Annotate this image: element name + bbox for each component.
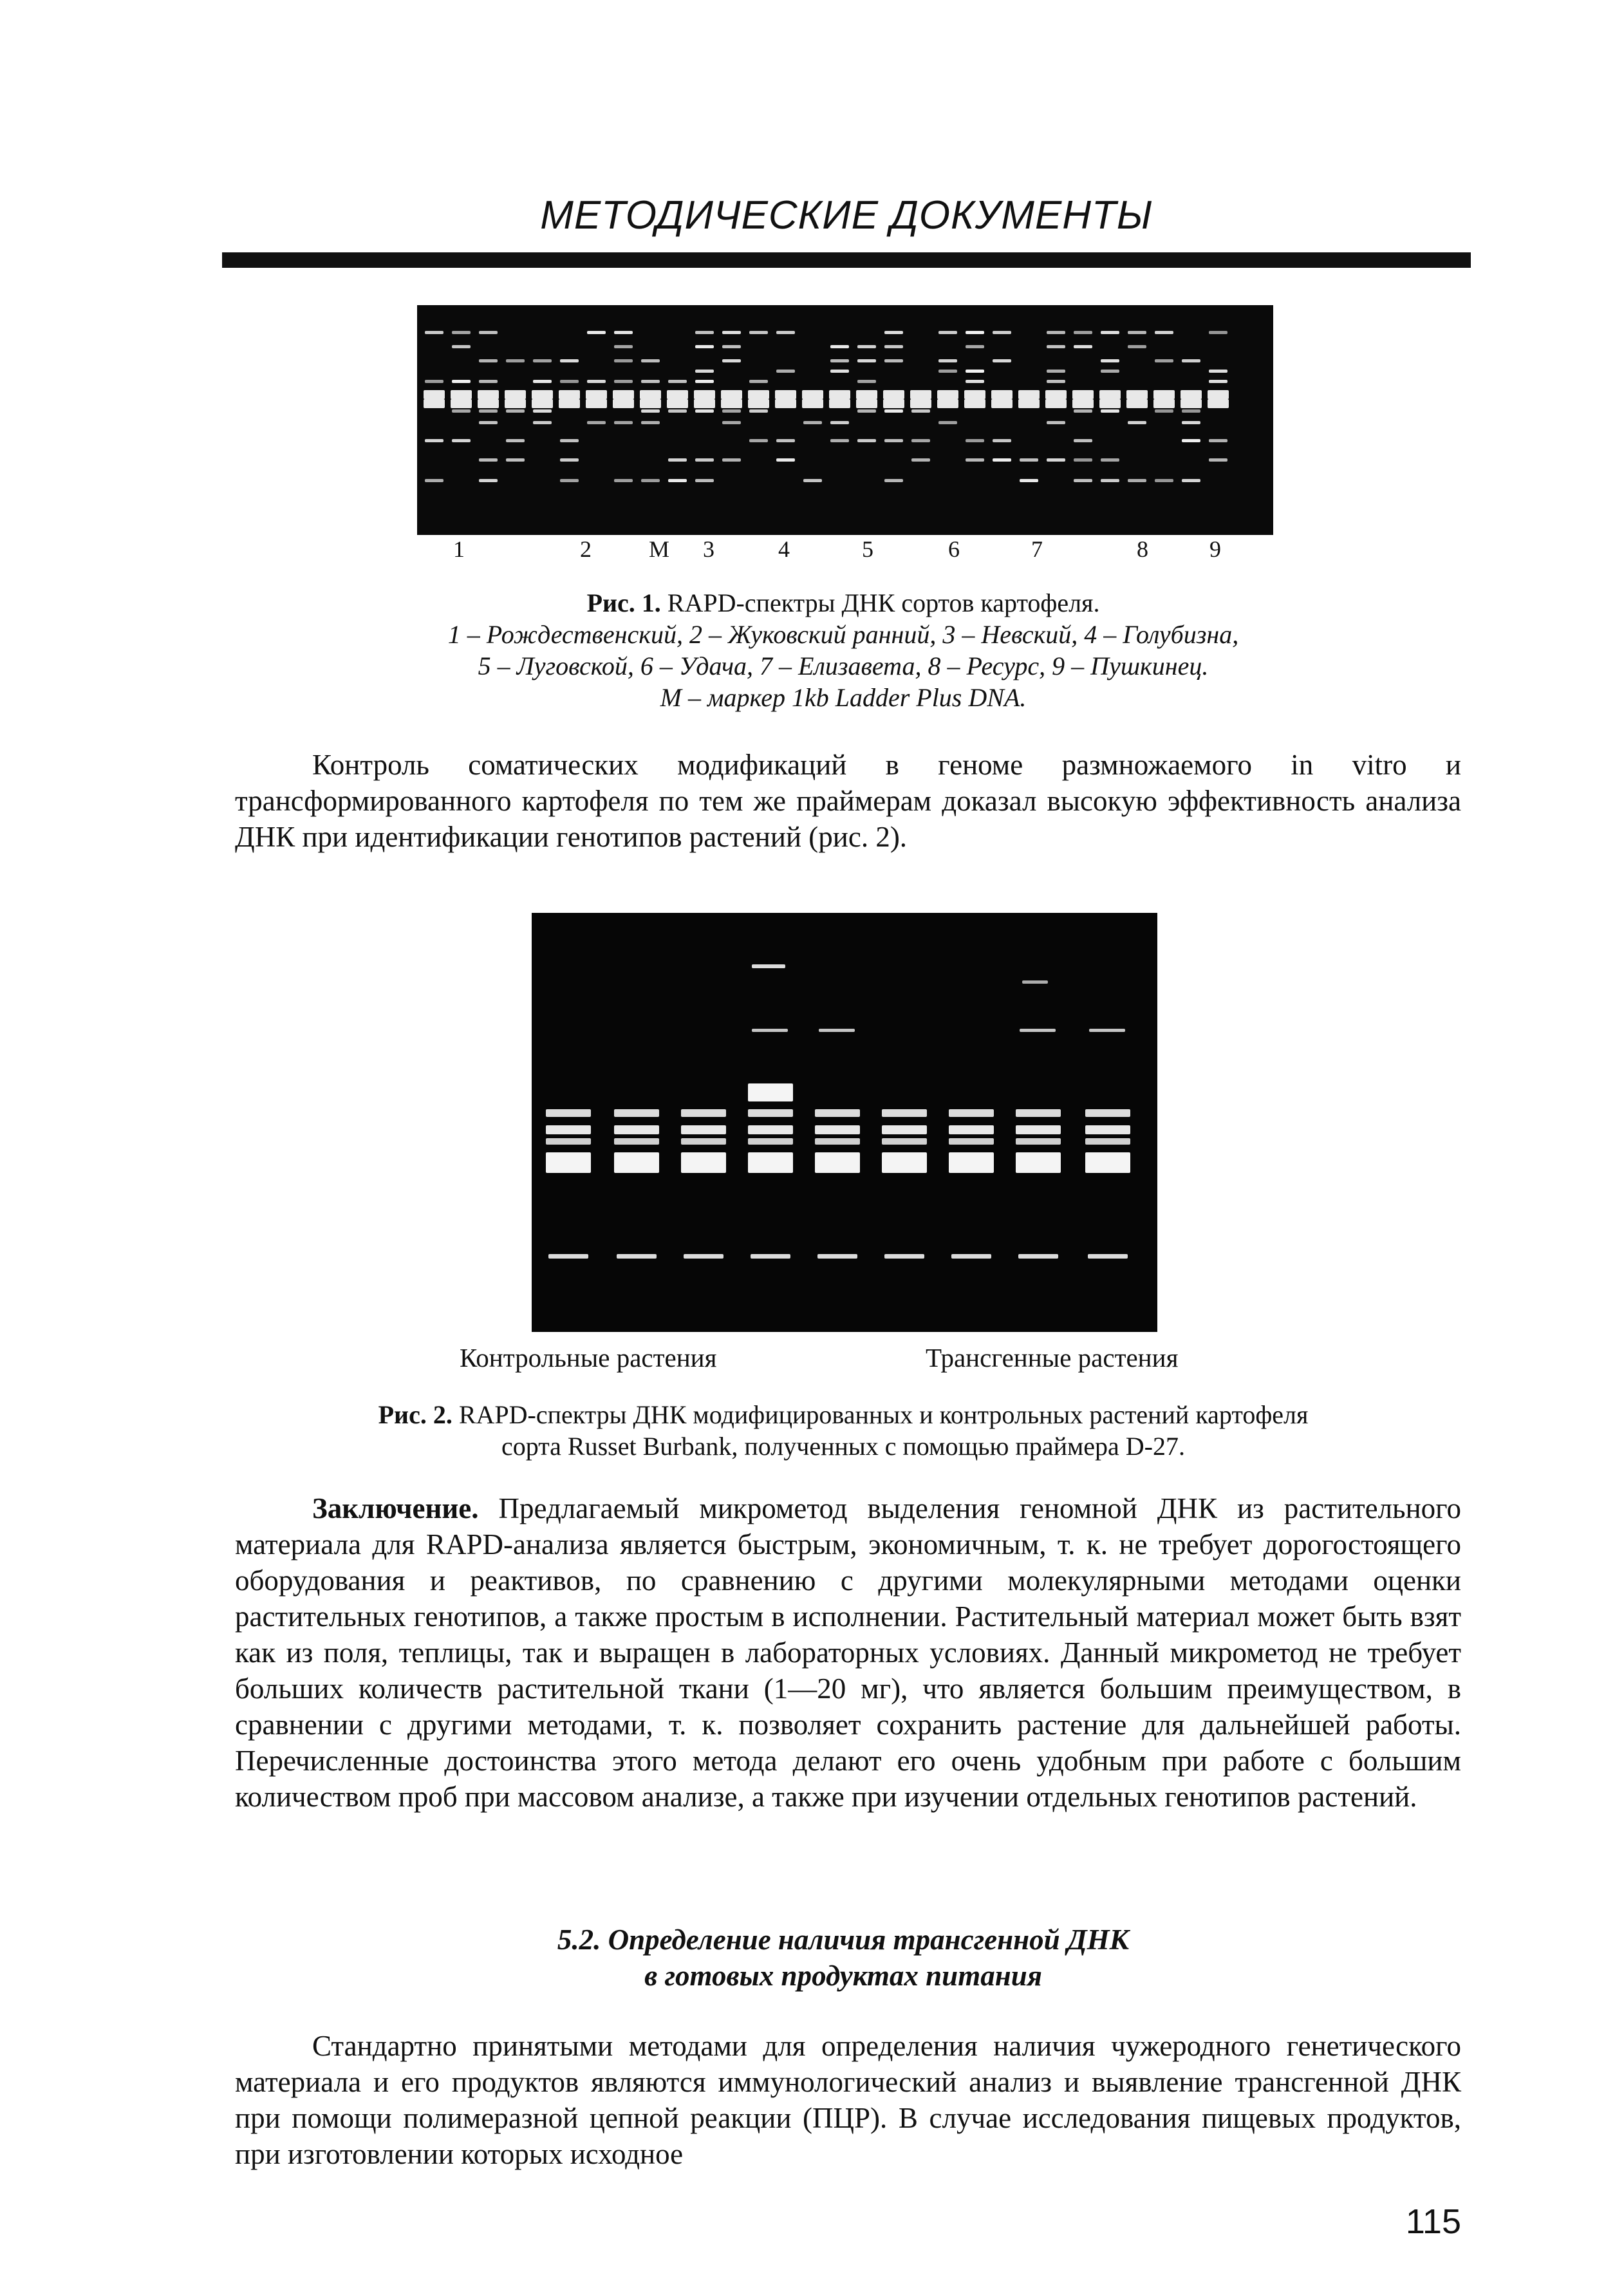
gel-band bbox=[749, 409, 768, 413]
gel-band bbox=[1016, 1109, 1061, 1117]
gel-band bbox=[614, 331, 633, 334]
section-title-line2: в готовых продуктах питания bbox=[644, 1960, 1042, 1992]
figure2-label-transgenic: Трансгенные растения bbox=[926, 1343, 1179, 1373]
gel-band bbox=[1072, 399, 1094, 408]
lane-label: 4 bbox=[778, 536, 790, 562]
conclusion-text: Предлагаемый микрометод выделения геномной ДНК из растительного материала для RAPD-анализа является быстрым, экономичным, т. к. не требует дорогостоящего оборудования и реактивов, по сравнению с другими молекулярными методами оценки растительных генотипов, а также простым в исполнении. Растительный материал может быть взят как из поля, теплицы, так и выращен в лабораторных условиях. Данный микрометод не требует больших количеств растительной ткани (1—20 мг), что является большим преимуществом, в сравнении с другими методами, т. к. позволяет сохранить растение для дальнейшей работы. Перечисленные достоинства этого метода делают его очень удобным при работе с большим количеством проб при массовом анализе, а также при изучении отдельных генотипов растений. bbox=[235, 1492, 1461, 1813]
gel-band bbox=[911, 439, 930, 442]
gel-band bbox=[1101, 370, 1119, 373]
gel-band bbox=[641, 479, 660, 482]
gel-band bbox=[641, 421, 660, 424]
gel-band bbox=[694, 390, 715, 399]
gel-band bbox=[548, 1254, 588, 1259]
gel-band bbox=[1020, 1029, 1056, 1032]
gel-band bbox=[1020, 458, 1038, 462]
gel-band bbox=[815, 1109, 860, 1117]
gel-band bbox=[506, 458, 525, 462]
gel-band bbox=[546, 1138, 591, 1145]
gel-band bbox=[478, 399, 499, 408]
gel-band bbox=[911, 458, 930, 462]
gel-band bbox=[695, 331, 714, 334]
gel-band bbox=[452, 409, 471, 413]
gel-band bbox=[1182, 409, 1200, 413]
gel-band bbox=[966, 458, 984, 462]
gel-band bbox=[452, 345, 471, 348]
gel-band bbox=[748, 399, 769, 408]
gel-band bbox=[614, 345, 633, 348]
gel-band bbox=[803, 479, 822, 482]
gel-band bbox=[1182, 439, 1200, 442]
gel-band bbox=[1085, 1109, 1130, 1117]
gel-band bbox=[1088, 1254, 1128, 1259]
gel-band bbox=[533, 380, 552, 383]
gel-band bbox=[884, 479, 903, 482]
gel-band bbox=[668, 479, 687, 482]
gel-band bbox=[951, 1254, 991, 1259]
gel-band bbox=[776, 370, 795, 373]
gel-band bbox=[505, 390, 526, 399]
gel-band bbox=[1101, 409, 1119, 413]
gel-band bbox=[479, 409, 498, 413]
gel-band bbox=[1101, 479, 1119, 482]
gel-band bbox=[749, 380, 768, 383]
section-title bbox=[386, 1922, 1300, 1994]
gel-band bbox=[830, 370, 849, 373]
gel-band bbox=[1074, 409, 1092, 413]
gel-band bbox=[1016, 1138, 1061, 1145]
gel-band bbox=[641, 359, 660, 362]
gel-band bbox=[586, 399, 607, 408]
gel-band bbox=[451, 399, 472, 408]
gel-band bbox=[587, 331, 606, 334]
gel-band bbox=[695, 370, 714, 373]
figure1-caption-label: Рис. 1. bbox=[586, 588, 661, 617]
gel-band bbox=[425, 331, 443, 334]
gel-band bbox=[966, 331, 984, 334]
gel-band bbox=[857, 359, 876, 362]
gel-band bbox=[1208, 390, 1229, 399]
gel-band bbox=[614, 1109, 659, 1117]
gel-band bbox=[614, 1138, 659, 1145]
gel-band bbox=[640, 399, 661, 408]
gel-band bbox=[614, 359, 633, 362]
gel-band bbox=[532, 390, 553, 399]
gel-band bbox=[882, 1125, 927, 1134]
gel-band bbox=[1126, 390, 1148, 399]
gel-band bbox=[776, 458, 795, 462]
gel-band bbox=[938, 331, 957, 334]
gel-band bbox=[911, 409, 930, 413]
gel-band bbox=[884, 331, 903, 334]
gel-band bbox=[993, 458, 1011, 462]
figure1-gel-image bbox=[417, 305, 1273, 535]
gel-band bbox=[614, 1125, 659, 1134]
gel-band bbox=[478, 390, 499, 399]
gel-band bbox=[748, 1083, 793, 1101]
gel-band bbox=[991, 390, 1013, 399]
gel-band bbox=[694, 399, 715, 408]
gel-band bbox=[479, 421, 498, 424]
gel-band bbox=[1022, 980, 1048, 984]
gel-band bbox=[884, 359, 903, 362]
gel-band bbox=[856, 390, 877, 399]
gel-band bbox=[1016, 1125, 1061, 1134]
gel-band bbox=[1018, 1254, 1058, 1259]
lane-label: M bbox=[648, 536, 670, 562]
gel-band bbox=[451, 390, 472, 399]
gel-band bbox=[722, 345, 741, 348]
gel-band bbox=[560, 439, 579, 442]
gel-band bbox=[1209, 331, 1227, 334]
gel-band bbox=[533, 409, 552, 413]
gel-band bbox=[938, 421, 957, 424]
gel-band bbox=[614, 479, 633, 482]
figure1-legend-line: М – маркер 1kb Ladder Plus DNA. bbox=[660, 683, 1027, 712]
gel-band bbox=[1155, 479, 1173, 482]
gel-band bbox=[1074, 458, 1092, 462]
gel-band bbox=[775, 399, 796, 408]
gel-band bbox=[748, 1125, 793, 1134]
gel-band bbox=[1045, 399, 1067, 408]
gel-band bbox=[506, 439, 525, 442]
gel-band bbox=[614, 1152, 659, 1173]
gel-band bbox=[695, 458, 714, 462]
gel-band bbox=[613, 390, 634, 399]
gel-band bbox=[884, 345, 903, 348]
gel-band bbox=[882, 1109, 927, 1117]
gel-band bbox=[424, 399, 445, 408]
gel-band bbox=[802, 390, 823, 399]
gel-band bbox=[722, 409, 741, 413]
gel-band bbox=[884, 439, 903, 442]
gel-band bbox=[966, 439, 984, 442]
gel-band bbox=[1153, 390, 1175, 399]
gel-band bbox=[722, 458, 741, 462]
gel-band bbox=[546, 1125, 591, 1134]
gel-band bbox=[506, 359, 525, 362]
figure2-caption-line2: сорта Russet Burbank, полученных с помощью праймера D-27. bbox=[501, 1432, 1185, 1461]
lane-label: 1 bbox=[453, 536, 465, 562]
gel-band bbox=[829, 399, 850, 408]
gel-band bbox=[1209, 380, 1227, 383]
figure2-caption bbox=[257, 1399, 1429, 1462]
section-title-line1: 5.2. Определение наличия трансгенной ДНК bbox=[557, 1924, 1130, 1956]
gel-band bbox=[1128, 331, 1146, 334]
gel-band bbox=[667, 390, 688, 399]
gel-band bbox=[1155, 409, 1173, 413]
gel-band bbox=[830, 439, 849, 442]
gel-band bbox=[1047, 380, 1065, 383]
gel-band bbox=[1128, 479, 1146, 482]
lane-label: 9 bbox=[1209, 536, 1221, 562]
gel-band bbox=[966, 345, 984, 348]
gel-band bbox=[748, 1138, 793, 1145]
gel-band bbox=[587, 380, 606, 383]
figure1-legend-line: 5 – Луговской, 6 – Удача, 7 – Елизавета, 8 – Ресурс, 9 – Пушкинец. bbox=[478, 651, 1209, 680]
gel-band bbox=[560, 359, 579, 362]
gel-band bbox=[748, 1109, 793, 1117]
gel-band bbox=[966, 370, 984, 373]
gel-band bbox=[681, 1138, 726, 1145]
gel-band bbox=[1016, 1152, 1061, 1173]
figure2-label-control: Контрольные растения bbox=[460, 1343, 717, 1373]
gel-band bbox=[830, 359, 849, 362]
gel-band bbox=[819, 1029, 855, 1032]
gel-band bbox=[425, 479, 443, 482]
gel-band bbox=[614, 380, 633, 383]
gel-band bbox=[1101, 359, 1119, 362]
gel-band bbox=[681, 1125, 726, 1134]
gel-band bbox=[884, 1254, 924, 1259]
gel-band bbox=[752, 964, 785, 968]
gel-band bbox=[1074, 331, 1092, 334]
gel-band bbox=[722, 359, 741, 362]
gel-band bbox=[776, 331, 795, 334]
gel-band bbox=[949, 1109, 994, 1117]
gel-band bbox=[1085, 1125, 1130, 1134]
gel-band bbox=[546, 1109, 591, 1117]
gel-band bbox=[559, 399, 580, 408]
gel-band bbox=[1155, 331, 1173, 334]
gel-band bbox=[1020, 479, 1038, 482]
gel-band bbox=[505, 399, 526, 408]
gel-band bbox=[479, 380, 498, 383]
gel-band bbox=[857, 380, 876, 383]
gel-band bbox=[1018, 390, 1040, 399]
figure1-caption-text: RAPD-спектры ДНК сортов картофеля. bbox=[660, 588, 1100, 617]
gel-band bbox=[695, 479, 714, 482]
gel-band bbox=[749, 439, 768, 442]
gel-band bbox=[1047, 370, 1065, 373]
gel-band bbox=[668, 458, 687, 462]
gel-band bbox=[1182, 359, 1200, 362]
gel-band bbox=[937, 390, 958, 399]
gel-band bbox=[1182, 421, 1200, 424]
gel-band bbox=[641, 380, 660, 383]
gel-band bbox=[452, 331, 471, 334]
gel-band bbox=[857, 409, 876, 413]
gel-band bbox=[1128, 345, 1146, 348]
gel-band bbox=[884, 409, 903, 413]
gel-band bbox=[993, 331, 1011, 334]
gel-band bbox=[1085, 1152, 1130, 1173]
gel-band bbox=[721, 390, 742, 399]
gel-band bbox=[949, 1152, 994, 1173]
gel-band bbox=[479, 359, 498, 362]
gel-band bbox=[815, 1138, 860, 1145]
gel-band bbox=[910, 399, 931, 408]
gel-band bbox=[425, 439, 443, 442]
gel-band bbox=[748, 1152, 793, 1173]
figure2-caption-label: Рис. 2. bbox=[378, 1400, 453, 1429]
gel-band bbox=[949, 1138, 994, 1145]
gel-band bbox=[1181, 399, 1202, 408]
header-title: МЕТОДИЧЕСКИЕ ДОКУМЕНТЫ bbox=[540, 193, 1153, 238]
gel-band bbox=[722, 331, 741, 334]
gel-band bbox=[938, 370, 957, 373]
gel-band bbox=[452, 380, 471, 383]
gel-band bbox=[775, 390, 796, 399]
lane-label: 6 bbox=[948, 536, 960, 562]
gel-band bbox=[640, 390, 661, 399]
gel-band bbox=[966, 380, 984, 383]
gel-band bbox=[559, 390, 580, 399]
gel-band bbox=[1182, 479, 1200, 482]
gel-band bbox=[613, 399, 634, 408]
gel-band bbox=[815, 1152, 860, 1173]
gel-band bbox=[641, 409, 660, 413]
gel-band bbox=[1209, 370, 1227, 373]
lane-label: 7 bbox=[1031, 536, 1043, 562]
gel-band bbox=[949, 1125, 994, 1134]
gel-band bbox=[681, 1109, 726, 1117]
gel-band bbox=[1099, 390, 1121, 399]
gel-band bbox=[586, 390, 607, 399]
gel-band bbox=[479, 331, 498, 334]
gel-band bbox=[883, 399, 904, 408]
gel-band bbox=[830, 345, 849, 348]
gel-band bbox=[751, 1254, 790, 1259]
gel-band bbox=[993, 359, 1011, 362]
gel-band bbox=[748, 390, 769, 399]
gel-band bbox=[937, 399, 958, 408]
gel-band bbox=[857, 345, 876, 348]
gel-band bbox=[1047, 421, 1065, 424]
gel-band bbox=[560, 479, 579, 482]
gel-band bbox=[964, 399, 985, 408]
gel-band bbox=[1047, 345, 1065, 348]
gel-band bbox=[856, 399, 877, 408]
header-rule bbox=[222, 252, 1471, 268]
lane-label: 3 bbox=[703, 536, 714, 562]
lane-label: 5 bbox=[862, 536, 873, 562]
gel-band bbox=[1045, 390, 1067, 399]
gel-band bbox=[991, 399, 1013, 408]
gel-band bbox=[1047, 331, 1065, 334]
page-number: 115 bbox=[1405, 2202, 1461, 2241]
body-paragraph: Стандартно принятыми методами для определения наличия чужеродного генетического материала и его продуктов являются иммунологический анализ и выявление трансгенной ДНК при помощи полимеразной цепной реакции (ПЦР). В случае исследования пищевых продуктов, при изготовлении которых исходное bbox=[235, 2030, 1461, 2170]
gel-band bbox=[1047, 458, 1065, 462]
gel-band bbox=[614, 421, 633, 424]
gel-band bbox=[1209, 439, 1227, 442]
conclusion-lead: Заключение. bbox=[312, 1492, 479, 1524]
gel-band bbox=[803, 421, 822, 424]
gel-band bbox=[668, 409, 687, 413]
figure1-caption bbox=[270, 587, 1416, 713]
lane-label: 8 bbox=[1137, 536, 1148, 562]
gel-band bbox=[668, 380, 687, 383]
figure1-lane-labels bbox=[417, 536, 1273, 565]
gel-band bbox=[681, 1152, 726, 1173]
gel-band bbox=[1181, 390, 1202, 399]
gel-band bbox=[695, 409, 714, 413]
gel-band bbox=[964, 390, 985, 399]
conclusion-paragraph bbox=[235, 1490, 1461, 1815]
gel-band bbox=[882, 1152, 927, 1173]
gel-band bbox=[533, 421, 552, 424]
gel-band bbox=[695, 345, 714, 348]
gel-band bbox=[533, 359, 552, 362]
gel-band bbox=[506, 409, 525, 413]
figure2-gel-image bbox=[532, 913, 1157, 1332]
gel-band bbox=[1099, 399, 1121, 408]
gel-band bbox=[560, 458, 579, 462]
gel-band bbox=[479, 479, 498, 482]
figure1-legend-line: 1 – Рождественский, 2 – Жуковский ранний, 3 – Невский, 4 – Голубизна, bbox=[447, 620, 1239, 649]
gel-band bbox=[1153, 399, 1175, 408]
gel-band bbox=[479, 458, 498, 462]
gel-band bbox=[695, 380, 714, 383]
figure2-gel-svg bbox=[532, 913, 1157, 1332]
lane-label: 2 bbox=[580, 536, 592, 562]
gel-band bbox=[910, 390, 931, 399]
gel-band bbox=[1101, 458, 1119, 462]
gel-band bbox=[752, 1029, 788, 1032]
gel-band bbox=[546, 1152, 591, 1173]
gel-band bbox=[1209, 458, 1227, 462]
gel-band bbox=[1126, 399, 1148, 408]
gel-band bbox=[1208, 399, 1229, 408]
gel-band bbox=[667, 399, 688, 408]
gel-band bbox=[684, 1254, 723, 1259]
gel-band bbox=[830, 421, 849, 424]
gel-band bbox=[857, 439, 876, 442]
gel-band bbox=[883, 390, 904, 399]
gel-band bbox=[424, 390, 445, 399]
figure1-gel-svg bbox=[417, 305, 1273, 535]
gel-band bbox=[882, 1138, 927, 1145]
gel-band bbox=[1074, 479, 1092, 482]
gel-band bbox=[1089, 1029, 1125, 1032]
gel-band bbox=[1085, 1138, 1130, 1145]
gel-band bbox=[802, 399, 823, 408]
gel-band bbox=[560, 380, 579, 383]
gel-band bbox=[993, 439, 1011, 442]
gel-band bbox=[617, 1254, 657, 1259]
gel-band bbox=[722, 421, 741, 424]
gel-band bbox=[815, 1125, 860, 1134]
gel-band bbox=[425, 380, 443, 383]
gel-band bbox=[776, 439, 795, 442]
gel-band bbox=[829, 390, 850, 399]
gel-band bbox=[532, 399, 553, 408]
gel-band bbox=[1072, 390, 1094, 399]
gel-band bbox=[1074, 439, 1092, 442]
gel-band bbox=[1074, 345, 1092, 348]
gel-band bbox=[452, 439, 471, 442]
gel-band bbox=[749, 331, 768, 334]
running-header bbox=[222, 191, 1471, 241]
gel-band bbox=[587, 421, 606, 424]
gel-band bbox=[1018, 399, 1040, 408]
gel-band bbox=[1155, 359, 1173, 362]
figure2-group-labels bbox=[451, 1342, 1249, 1374]
gel-band bbox=[938, 359, 957, 362]
figure2-caption-line1: RAPD-спектры ДНК модифицированных и контрольных растений картофеля bbox=[452, 1400, 1309, 1429]
gel-band bbox=[817, 1254, 857, 1259]
gel-band bbox=[1101, 331, 1119, 334]
gel-band bbox=[721, 399, 742, 408]
body-paragraph: Контроль соматических модификаций в геноме размножаемого in vitro и трансформированного картофеля по тем же праймерам доказал высокую эффективность анализа ДНК при идентификации генотипов растений (рис. 2). bbox=[235, 749, 1461, 853]
gel-band bbox=[1128, 421, 1146, 424]
